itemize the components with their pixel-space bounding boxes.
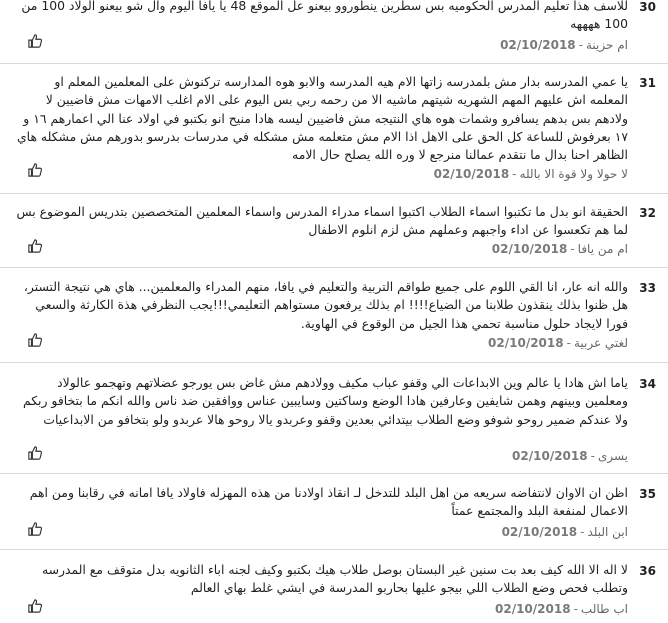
thumbs-up-icon[interactable] (28, 332, 42, 346)
comment-author: ابن البلد (587, 525, 628, 539)
comment-meta (492, 242, 628, 256)
comment-text: الحقيقة انو بدل ما تكتبوا اسماء الطلاب اكتبوا اسماء مدراء المدرس واسماء المعلمين المتخصصين بتدريس الموضوع بس لما هم تكعسوا عن اداء واجبهم وعملهم مش لزم انلوم الاطفال (16, 204, 628, 238)
meta-separator: - (566, 336, 571, 350)
comment-date: 02/10/2018 (500, 38, 576, 52)
thumbs-up-icon[interactable] (28, 598, 42, 612)
comment-date: 02/10/2018 (491, 242, 568, 256)
comment-date: 02/10/2018 (501, 525, 578, 539)
comment-date: 02/10/2018 (433, 167, 510, 181)
comment-number: 34 (639, 377, 656, 391)
comment-number: 32 (639, 206, 656, 220)
comment-meta (488, 336, 628, 350)
comment-meta (502, 525, 628, 539)
thumbs-up-icon[interactable] (28, 33, 42, 47)
comment-author: ام حزينة (585, 38, 628, 52)
comment-item (0, 0, 668, 64)
comment-text: اظن ان الاوان لانتفاضه سريعه من اهل البلد للتدخل لـ انقاذ اولادنا من هذه المهزله فاولاد يافا امانه في رقابنا ومن اهم الاعمال لمنفعة البلد والمجتمع عمتاً (29, 485, 628, 519)
meta-separator: - (570, 242, 575, 256)
comment-date: 02/10/2018 (512, 449, 588, 463)
comment-number: 35 (639, 487, 656, 501)
comment-item (0, 474, 668, 550)
comment-meta (500, 38, 628, 52)
comment-meta (512, 449, 628, 463)
comment-text: لا اله الا الله كيف بعد بت سنين غير البستان بوصل طلاب هيك بكتبو وكيف لجنه اباء الثانويه بدل متوقف مع المدرسه وتطلب فحص وضع الطلاب اللي بيجو عليها بحاربو المدرسة في ايشي غلط بهاي العالم (41, 562, 628, 596)
thumbs-up-icon[interactable] (28, 238, 42, 252)
meta-separator: - (590, 449, 595, 463)
comment-item (0, 268, 668, 363)
thumbs-up-icon[interactable] (28, 521, 42, 535)
comment-author: لغتي عربية (573, 336, 628, 350)
comment-text: للاسف هذا تعليم المدرس الحكوميه بس سطرين ينطوروو بيعنو عل الموقع 48 يا يافا اليوم وال شو بيعنو الولاد 100 من 100 ههههه (21, 0, 628, 32)
comment-number: 33 (639, 281, 656, 295)
comment-item (0, 363, 668, 474)
meta-separator: - (512, 167, 517, 181)
comment-meta (495, 602, 628, 616)
comment-number: 30 (639, 0, 656, 14)
comment-item (0, 194, 668, 268)
comment-date: 02/10/2018 (488, 336, 564, 350)
comment-meta (434, 167, 628, 181)
thumbs-up-icon[interactable] (28, 162, 42, 176)
comment-text: والله انه عار، انا القي اللوم على جميع طواقم التربية والتعليم في يافا، منهم المدراء والمعلمين... هاي هي نتيجة التستر، هل ظنوا بذلك ينقذون طلابنا من الضياع!!!! ام بذلك يرفعون مستواهم التعليمي!!!يجب النظرفي هذة الكارثة والسعي فورا لايجاد حلول مناسبة تحمي هذا الجيل من الوقوع في الهاوية. (23, 279, 628, 331)
comment-item (0, 64, 668, 194)
comment-author: ام من يافا (577, 242, 628, 256)
comment-author: اب طالب (580, 602, 628, 616)
comment-author: لا حولا ولا قوة الا بالله (519, 167, 628, 181)
comment-number: 31 (639, 76, 656, 90)
meta-separator: - (573, 602, 578, 616)
meta-separator: - (578, 38, 583, 52)
meta-separator: - (580, 525, 585, 539)
comment-number: 36 (639, 564, 656, 578)
comment-text: يا عمي المدرسه بدار مش بلمدرسه زاتها الام هيه المدرسه والابو هوه المدارسه تركنوش على المعلمين المعلم او المعلمه اش عليهم المهم الشهريه شيتهم ماشيه الا من رحمه ربي بس اليوم على الام اغلب الامهات مش فاضيين لا ولادهم بس بدهم يسافرو وشمات هوه هاي النتيجه مش فاضيين ليسه هادا منيح انو بكتبو في اولاد عنا الي اعمارهم ١٦ و ١٧ بعرفوش للساعة كل الحق على الاهل اذا الام مش متعلمه مش مشكله في مدرسات بدرسو بدورهم مش مشكله هاي الظاهر احنا بدال ما نتقدم عمالنا منرجع لا وره الله يصلح حال الامه (16, 74, 628, 163)
comment-item (0, 550, 668, 623)
comment-text: ياما اش هادا يا عالم وين الابداعات الي وقفو عباب مكيف وولادهم مش غاض بس يورجو عضلاتهم وتهجمو عالولاد ومعلمين وبينهم وهمن شايفين وعارفين هادا الوضع وساكتين وسايبين عناس ووافقين ضد ناس والله انكم ما بتخافو ربكم ولا عندكم ضمير روحو شوفو وضع الطلاب بيتدائي بعدين وقفو وعربدو يالا روحو هالا عربدو ولو بتخافو من الابداعيات (22, 375, 628, 427)
thumbs-up-icon[interactable] (28, 445, 42, 459)
comment-author: يسرى (597, 449, 628, 463)
comment-date: 02/10/2018 (495, 602, 571, 616)
